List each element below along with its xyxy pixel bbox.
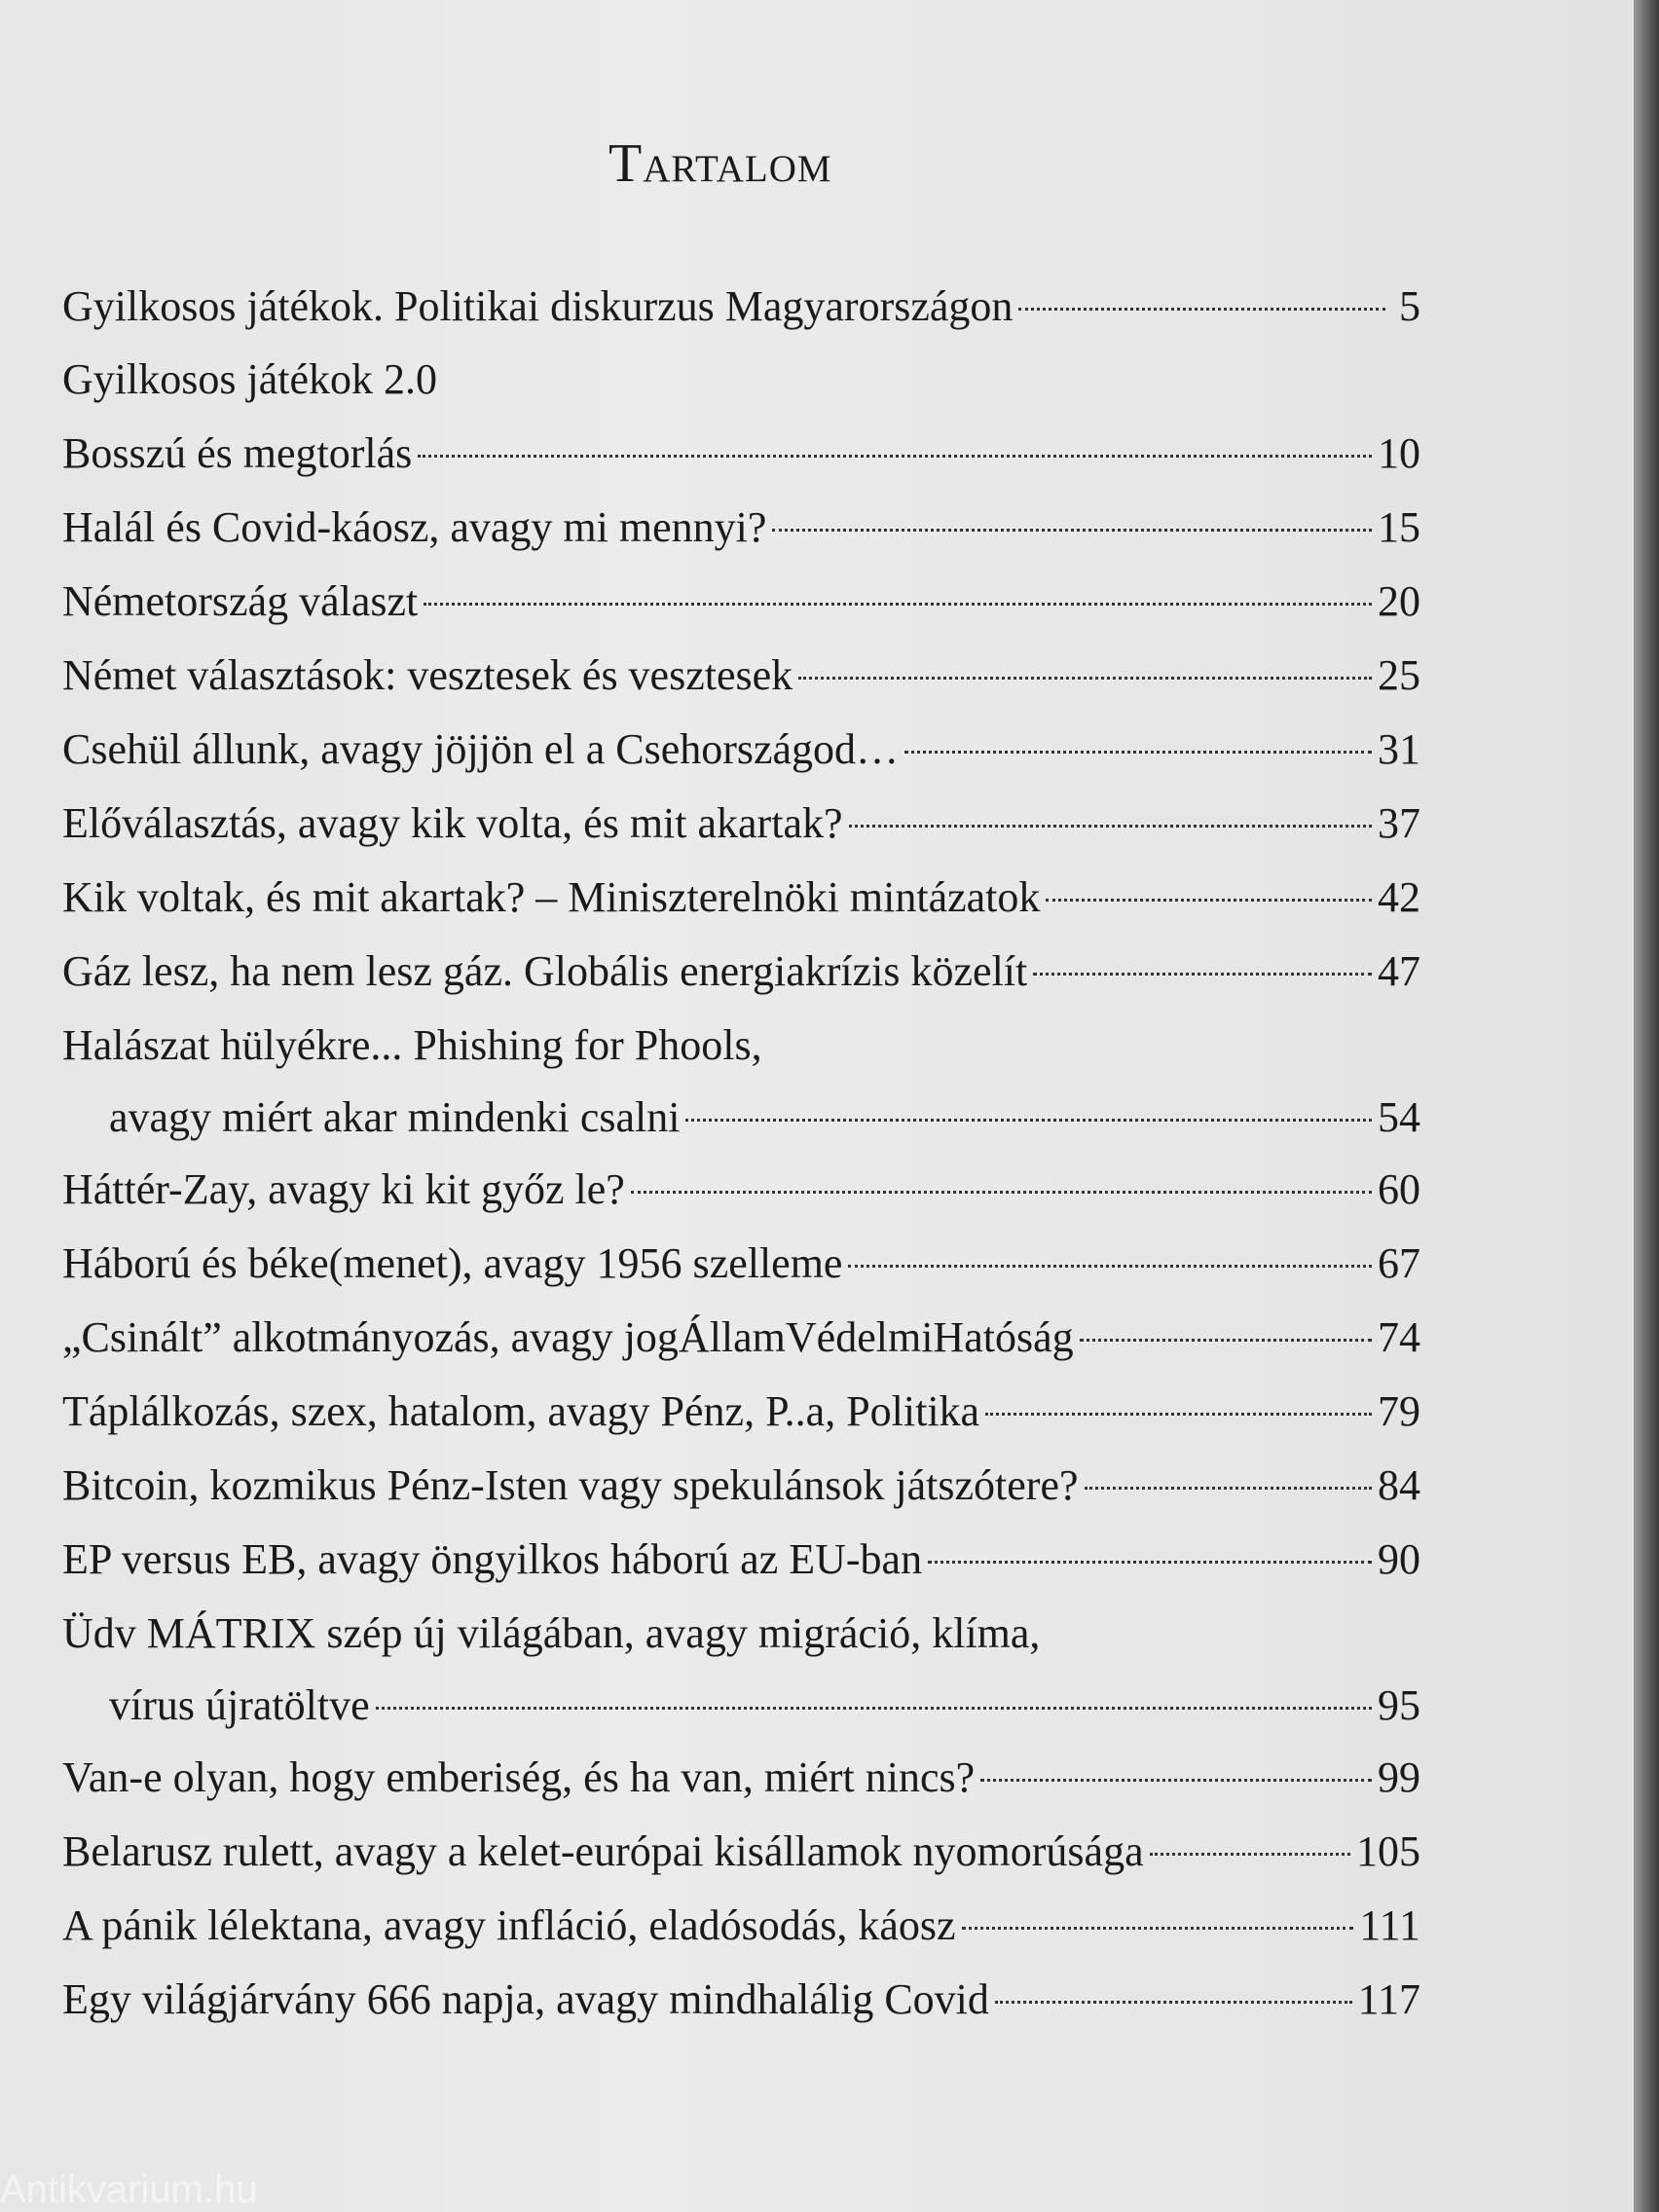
toc-entry bbox=[62, 1449, 1420, 1523]
toc-entry bbox=[62, 639, 1420, 713]
toc-entry bbox=[62, 491, 1420, 565]
toc-entry-title: Van-e olyan, hogy emberiség, és ha van, miért nincs? bbox=[62, 1753, 976, 1801]
dot-leader bbox=[376, 1707, 1372, 1710]
toc-page-number: 42 bbox=[1378, 873, 1420, 921]
toc-page-number: 47 bbox=[1378, 947, 1420, 995]
dot-leader bbox=[1150, 1853, 1350, 1856]
dot-leader bbox=[962, 1927, 1354, 1930]
toc-entry-title: Belarusz rulett, avagy a kelet-európai kisállamok nyomorúsága bbox=[62, 1827, 1144, 1875]
toc-entry bbox=[62, 1963, 1420, 2037]
toc-entry bbox=[62, 343, 1420, 417]
toc-entry-title: Üdv MÁTRIX szép új világában, avagy migráció, klíma, bbox=[62, 1609, 1041, 1657]
toc-entry-title: Kik voltak, és mit akartak? – Miniszterelnöki mintázatok bbox=[62, 873, 1041, 921]
toc-entry bbox=[62, 1153, 1420, 1227]
dot-leader bbox=[424, 603, 1372, 606]
dot-leader bbox=[849, 825, 1373, 828]
toc-entry bbox=[62, 1889, 1420, 1963]
toc-page-number: 90 bbox=[1378, 1535, 1420, 1583]
dot-leader bbox=[1046, 899, 1372, 902]
toc-entry bbox=[62, 1523, 1420, 1597]
toc-page-number: 20 bbox=[1378, 577, 1420, 625]
toc-page-number: 54 bbox=[1378, 1093, 1420, 1141]
toc-entry bbox=[62, 565, 1420, 639]
toc-entry bbox=[62, 1741, 1420, 1815]
toc-entry bbox=[62, 1597, 1420, 1741]
toc-entry bbox=[62, 1815, 1420, 1889]
page-title: Tartalom bbox=[608, 133, 832, 194]
toc-entry bbox=[62, 935, 1420, 1009]
toc-page-number: 67 bbox=[1378, 1239, 1420, 1287]
watermark: Antikvarium.hu bbox=[0, 2168, 258, 2211]
dot-leader bbox=[1033, 973, 1372, 976]
toc-page-number: 79 bbox=[1378, 1387, 1420, 1435]
toc-entry-title: Gyilkosos játékok. Politikai diskurzus Magyarországon bbox=[62, 282, 1014, 330]
toc-page-number: 31 bbox=[1378, 725, 1420, 773]
toc-entry-title: Háttér-Zay, avagy ki kit győz le? bbox=[62, 1165, 625, 1213]
dot-leader bbox=[798, 677, 1372, 680]
dot-leader bbox=[1018, 308, 1385, 311]
toc-entry bbox=[62, 713, 1420, 787]
book-spine bbox=[1634, 0, 1659, 2212]
toc-page-number: 99 bbox=[1378, 1753, 1420, 1801]
toc-entry-title: Egy világjárvány 666 napja, avagy mindhalálig Covid bbox=[62, 1975, 989, 2023]
dot-leader bbox=[685, 1119, 1372, 1122]
toc-entry bbox=[62, 1301, 1420, 1375]
toc-entry-title: EP versus EB, avagy öngyilkos háború az EU-ban bbox=[62, 1535, 923, 1583]
toc-entry-subtitle: vírus újratöltve bbox=[109, 1681, 370, 1729]
toc-page-number: 74 bbox=[1378, 1313, 1420, 1361]
toc-page-number: 60 bbox=[1378, 1165, 1420, 1213]
toc-page-number: 37 bbox=[1378, 799, 1420, 847]
toc-page-number: 15 bbox=[1378, 503, 1420, 551]
toc-page-number: 105 bbox=[1356, 1827, 1420, 1875]
dot-leader bbox=[418, 455, 1372, 458]
dot-leader bbox=[1085, 1487, 1372, 1490]
toc-entry-title: „Csinált” alkotmányozás, avagy jogÁllamVédelmiHatóság bbox=[62, 1313, 1074, 1361]
toc-entry-title: Németország választ bbox=[62, 577, 419, 625]
toc-entry-title: Csehül állunk, avagy jöjjön el a Csehországod… bbox=[62, 725, 900, 773]
toc-entry-title: A pánik lélektana, avagy infláció, eladósodás, káosz bbox=[62, 1901, 956, 1949]
dot-leader bbox=[1080, 1339, 1372, 1342]
toc-entry bbox=[62, 271, 1420, 343]
dot-leader bbox=[848, 1265, 1372, 1268]
table-of-contents bbox=[62, 271, 1420, 2037]
toc-entry-title: Bitcoin, kozmikus Pénz-Isten vagy spekulánsok játszótere? bbox=[62, 1461, 1079, 1509]
toc-entry-title: Előválasztás, avagy kik volta, és mit akartak? bbox=[62, 799, 843, 847]
toc-entry bbox=[62, 1227, 1420, 1301]
toc-entry-subtitle: avagy miért akar mindenki csalni bbox=[109, 1093, 681, 1141]
dot-leader bbox=[928, 1561, 1372, 1564]
toc-entry bbox=[62, 1009, 1420, 1153]
toc-entry-title: Halál és Covid-káosz, avagy mi mennyi? bbox=[62, 503, 767, 551]
toc-entry-title: Gyilkosos játékok 2.0 bbox=[62, 355, 437, 403]
toc-page-number: 117 bbox=[1357, 1975, 1420, 2023]
toc-entry bbox=[62, 861, 1420, 935]
toc-entry bbox=[62, 1375, 1420, 1449]
dot-leader bbox=[980, 1779, 1372, 1782]
toc-entry-title: Táplálkozás, szex, hatalom, avagy Pénz, P..a, Politika bbox=[62, 1387, 980, 1435]
dot-leader bbox=[995, 2001, 1352, 2004]
toc-page-number: 84 bbox=[1378, 1461, 1420, 1509]
dot-leader bbox=[985, 1413, 1372, 1416]
toc-page-number: 5 bbox=[1399, 282, 1420, 330]
toc-page-number: 95 bbox=[1378, 1681, 1420, 1729]
toc-entry bbox=[62, 417, 1420, 491]
toc-entry-title: Német választások: vesztesek és vesztesek bbox=[62, 651, 793, 699]
toc-page-number: 25 bbox=[1378, 651, 1420, 699]
toc-entry-title: Halászat hülyékre... Phishing for Phools, bbox=[62, 1021, 762, 1069]
toc-entry-title: Gáz lesz, ha nem lesz gáz. Globális energiakrízis közelít bbox=[62, 947, 1028, 995]
dot-leader bbox=[904, 751, 1372, 754]
toc-page-number: 10 bbox=[1378, 429, 1420, 477]
toc-entry bbox=[62, 787, 1420, 861]
toc-entry-title: Háború és béke(menet), avagy 1956 szelleme bbox=[62, 1239, 843, 1287]
dot-leader bbox=[631, 1191, 1372, 1194]
toc-page-number: 111 bbox=[1359, 1901, 1420, 1949]
toc-entry-title: Bosszú és megtorlás bbox=[62, 429, 413, 477]
dot-leader bbox=[772, 529, 1372, 532]
